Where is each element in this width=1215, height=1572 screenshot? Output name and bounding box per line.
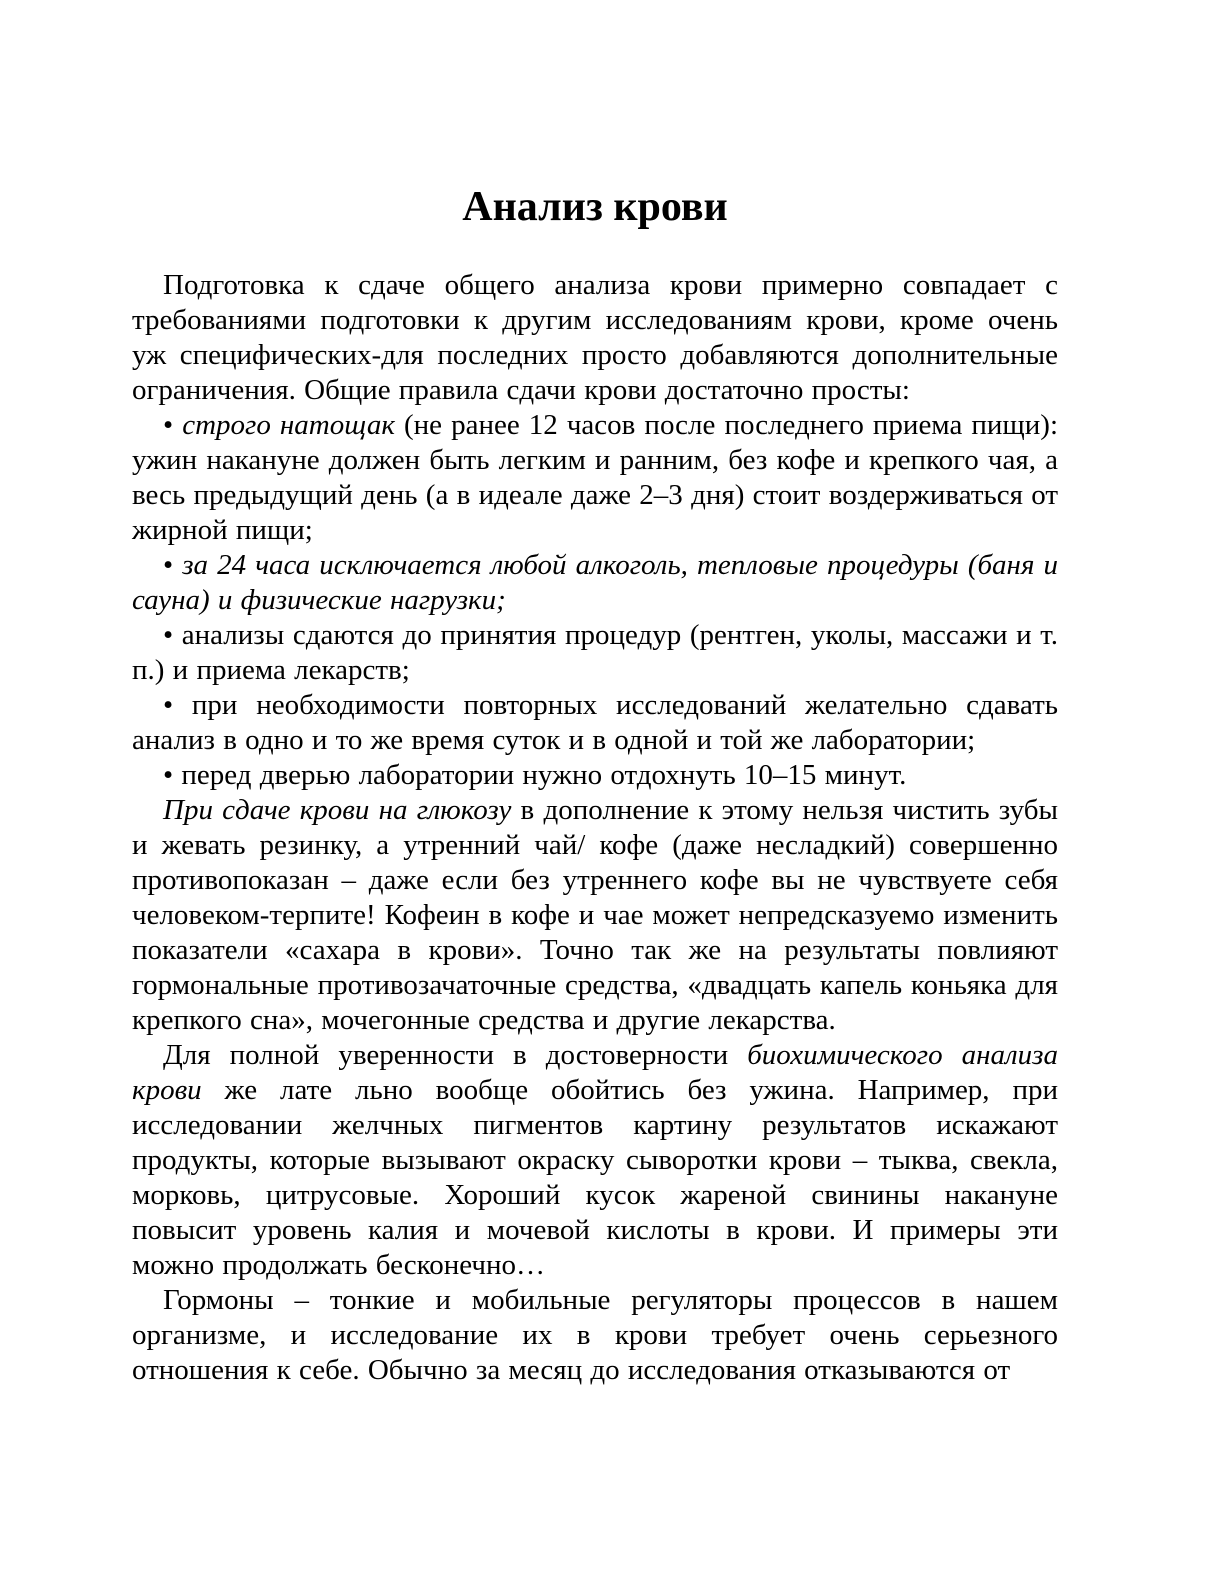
paragraph <box>132 1283 1058 1388</box>
paragraph <box>132 618 1058 688</box>
paragraph <box>132 408 1058 548</box>
text-run: в дополнение к этому нельзя чистить зубы и жевать резинку, а утренний чай/ кофе (даже несладкий) совершенно противопоказан – даже если без утреннего кофе вы не чувствуете себя человеком-терпите! Кофеин в кофе и чае может непредсказуемо изменить показатели «сахара в крови». Точно так же на результаты повлияют гормональные противозачаточные средства, «двадцать капель коньяка для крепкого сна», мочегонные средства и другие лекарства. <box>132 794 1058 1036</box>
text-run: (не ранее 12 часов после последнего приема пищи): ужин накануне должен быть легким и ранним, без кофе и крепкого чая, а весь предыдущий день (а в идеале даже 2–3 дня) стоит воздерживаться от жирной пищи; <box>132 409 1059 546</box>
page-content <box>132 183 1058 1388</box>
text-run: • <box>163 409 183 441</box>
paragraph <box>132 268 1058 408</box>
page-title: Анализ крови <box>462 184 728 230</box>
text-run: • перед дверью лаборатории нужно отдохнуть 10–15 минут. <box>163 759 907 791</box>
paragraph <box>132 688 1058 758</box>
body-text <box>132 268 1058 1388</box>
text-run: за 24 часа исключается любой алкоголь, тепловые процедуры (баня и сауна) и физические нагрузки; <box>132 549 1058 616</box>
paragraph <box>132 548 1058 618</box>
text-run: • анализы сдаются до принятия процедур (рентген, уколы, массажи и т. п.) и приема лекарств; <box>132 619 1058 686</box>
paragraph <box>132 758 1058 793</box>
text-run: • <box>163 549 183 581</box>
text-run: При сдаче крови на глюкозу <box>163 794 512 826</box>
text-run: биохимического анализа крови <box>132 1039 1058 1106</box>
text-run: Подготовка к сдаче общего анализа крови примерно совпадает с требованиями подготовки к другим исследованиям крови, кроме очень уж специфических-для последних просто добавляются дополнительные ограничения. Общие правила сдачи крови достаточно просты: <box>132 269 1058 406</box>
paragraph <box>132 1038 1058 1283</box>
text-run: • при необходимости повторных исследований желательно сдавать анализ в одно и то же время суток и в одной и той же лаборатории; <box>132 689 1058 756</box>
text-run: же лате льно вообще обойтись без ужина. Например, при исследовании желчных пигментов картину результатов искажают продукты, которые вызывают окраску сыворотки крови – тыква, свекла, морковь, цитрусовые. Хороший кусок жареной свинины накануне повысит уровень калия и мочевой кислоты в крови. И примеры эти можно продолжать бесконечно… <box>132 1074 1058 1281</box>
paragraph <box>132 793 1058 1038</box>
text-run: Гормоны – тонкие и мобильные регуляторы процессов в нашем организме, и исследование их в крови требует очень серьезного отношения к себе. Обычно за месяц до исследования отказываются от <box>132 1284 1058 1386</box>
text-run: Для полной уверенности в достоверности <box>163 1039 748 1071</box>
text-run: строго натощак <box>182 409 395 441</box>
